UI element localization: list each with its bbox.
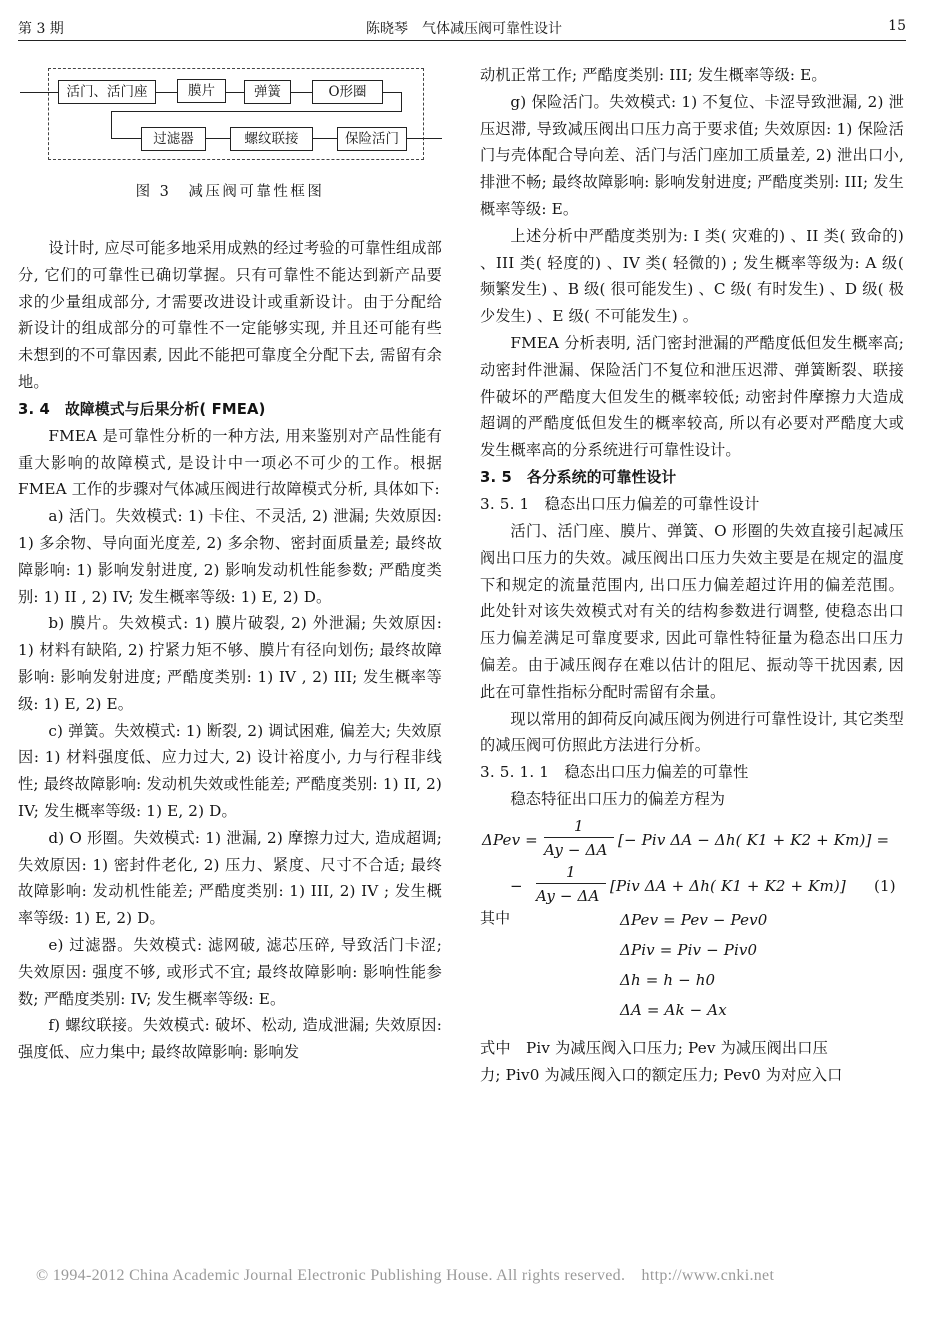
copyright-watermark: © 1994-2012 China Academic Journal Electronic Publishing House. All rights reserved. http://www.cnki.net (36, 1267, 775, 1284)
paragraph: d) O 形圈。失效模式: 1) 泄漏, 2) 摩擦力过大, 造成超调; 失效原因: 1) 密封件老化, 2) 压力、紧度、尺寸不合适; 最终故障影响: 发动机性能差; 严酷度类别: 1) III, 2) IV ; 发生概率等级: 1) E, 2) D。 (18, 828, 442, 928)
fraction-numerator: 1 (566, 862, 576, 881)
section-heading-3-5: 3. 5 各分系统的可靠性设计 (480, 468, 677, 486)
section-heading-3-4: 3. 4 故障模式与后果分析( FMEA) (18, 400, 266, 418)
equation-number: (1) (874, 876, 896, 895)
block-o-ring: O形圈 (312, 80, 383, 104)
definition: Δh = h − h0 (620, 970, 716, 989)
page-number: 15 (888, 18, 906, 34)
issue-number: 第 3 期 (18, 21, 64, 37)
block-threaded-joint: 螺纹联接 (230, 127, 313, 151)
block-safety-valve: 保险活门 (337, 127, 407, 151)
definition: ΔA = Ak − Ax (620, 1000, 727, 1019)
diagram-line (382, 92, 402, 93)
paragraph: c) 弹簧。失效模式: 1) 断裂, 2) 调试困难, 偏差大; 失效原因: 1) 材料强度低、应力过大, 2) 设计裕度小, 力与行程非线性; 最终故障影响: 发动机失效或性能差; 严酷度类别: 1) II, 2) IV; 发生概率等级: 1) E, 2) D。 (18, 721, 442, 820)
diagram-line (205, 138, 230, 139)
paragraph: 设计时, 应尽可能多地采用成熟的经过考验的可靠性组成部分, 它们的可靠性已确切掌握。只有可靠性不能达到新产品要求的少量组成部分, 才需要改进设计或重新设计。由于分配给新设计的组成部分的可靠性不一定能够实现, 并且还可能有些未想到的不可靠因素, 因此不能把可靠度全分配下去, 需留有余地。 (18, 239, 442, 391)
diagram-line (111, 138, 141, 139)
paragraph: FMEA 分析表明, 活门密封泄漏的严酷度低但发生概率高; 动密封件泄漏、保险活门不复位和泄压迟滞、弹簧断裂、联接件破坏的严酷度大但发生的概率较低; 动密封件摩擦力大造成超调的严酷度低但发生的概率较高, 所以有必要对严酷度大或发生概率高的分系统进行可靠性设计。 (480, 333, 904, 460)
equation-definitions (480, 905, 904, 1035)
definition: ΔPev = Pev − Pev0 (620, 910, 768, 929)
definition: ΔPiv = Piv − Piv0 (620, 940, 758, 959)
block-spring: 弹簧 (244, 80, 291, 104)
equation-1-line-1 (480, 813, 904, 859)
fraction-denominator: Ay − ΔA (544, 840, 608, 859)
equation-bracket: [Piv ΔA + Δh( K1 + K2 + Km)] (610, 876, 846, 895)
paragraph: f) 螺纹联接。失效模式: 破坏、松动, 造成泄漏; 失效原因: 强度低、应力集中; 最终故障影响: 影响发 (18, 1016, 442, 1062)
equation-bracket: [− Piv ΔA − Δh( K1 + K2 + Km)] = (618, 830, 890, 849)
running-header (18, 14, 906, 41)
paragraph: e) 过滤器。失效模式: 滤网破, 滤芯压碎, 导致活门卡涩; 失效原因: 强度不够, 或形式不宜; 最终故障影响: 影响性能参数; 严酷度类别: IV; 发生概率等级: E。 (18, 935, 442, 1008)
paragraph: a) 活门。失效模式: 1) 卡住、不灵活, 2) 泄漏; 失效原因: 1) 多余物、导向面光度差, 2) 多余物、密封面质量差; 最终故障影响: 1) 影响发射进度, 2) 影响发动机性能参数; 严酷度类别: 1) II , 2) IV; 发生概率等级: 1) E, 2) D。 (18, 507, 442, 606)
block-filter: 过滤器 (141, 127, 206, 151)
right-column (480, 62, 904, 1089)
diagram-line (290, 92, 312, 93)
paragraph: 活门、活门座、膜片、弹簧、O 形圈的失效直接引起减压阀出口压力的失效。减压阀出口压力失效主要是在规定的温度下和规定的流量范围内, 出口压力偏差超过许用的偏差范围。此处针对该失效模式对有关的结构参数进行调整, 使稳态出口压力偏差满足可靠度要求, 因此可靠性特征量为稳态出口压力偏差。由于减压阀存在难以估计的阻尼、振动等干扰因素, 因此在可靠性指标分配时需留有余量。 (480, 521, 904, 701)
figure-caption: 图 3 减压阀可靠性框图 (135, 184, 325, 200)
paragraph: g) 保险活门。失效模式: 1) 不复位、卡涩导致泄漏, 2) 泄压迟滞, 导致减压阀出口压力高于要求值; 失效原因: 1) 保险活门与壳体配合导向差、活门与活门座加工质量差, 2) 泄出口小, 排泄不畅; 最终故障影响: 影响发射进度; 严酷度类别: III; 发生概率等级: E。 (480, 92, 904, 218)
diagram-line (401, 92, 402, 112)
diagram-line (155, 92, 177, 93)
equation-lhs: ΔPev = (482, 830, 538, 849)
paragraph: 力; Piv0 为减压阀入口的额定压力; Pev0 为对应入口 (480, 1065, 843, 1084)
diagram-line (312, 138, 337, 139)
diagram-line (225, 92, 244, 93)
diagram-line (111, 111, 402, 112)
paragraph: 式中 Piv 为减压阀入口压力; Pev 为减压阀出口压 (480, 1038, 828, 1057)
diagram-line (111, 111, 112, 139)
paragraph: 稳态特征出口压力的偏差方程为 (510, 790, 726, 809)
subsection-heading-3-5-1: 3. 5. 1 稳态出口压力偏差的可靠性设计 (480, 494, 760, 513)
subsection-heading-3-5-1-1: 3. 5. 1. 1 稳态出口压力偏差的可靠性 (480, 763, 749, 782)
fraction-numerator: 1 (574, 816, 584, 835)
equation-sign: − (510, 876, 523, 895)
equation-1-line-2 (480, 859, 904, 905)
paragraph: 现以常用的卸荷反向减压阀为例进行可靠性设计, 其它类型的减压阀可仿照此方法进行分析。 (480, 709, 904, 755)
paragraph: b) 膜片。失效模式: 1) 膜片破裂, 2) 外泄漏; 失效原因: 1) 材料有缺陷, 2) 拧紧力矩不够、膜片有径向划伤; 最终故障影响: 影响发射进度; 严酷度类别: 1) IV , 2) III; 发生概率等级: 1) E, 2) E。 (18, 614, 442, 713)
fraction-denominator: Ay − ΔA (536, 886, 600, 905)
paragraph: 动机正常工作; 严酷度类别: III; 发生概率等级: E。 (480, 66, 827, 84)
block-diaphragm: 膜片 (177, 79, 226, 103)
paragraph: 上述分析中严酷度类别为: I 类( 灾难的) 、II 类( 致命的) 、III 类( 轻度的) 、IV 类( 轻微的) ; 发生概率等级为: A 级( 频繁发生) 、B 级( 很可能发生) 、C 级( 有时发生) 、D 级( 极少发生) 、E 级( 不可能发生) 。 (480, 226, 904, 326)
block-valve-seat: 活门、活门座 (58, 80, 156, 104)
running-title: 陈晓琴 气体减压阀可靠性设计 (366, 21, 562, 37)
diagram-line (406, 138, 442, 139)
paragraph: FMEA 是可靠性分析的一种方法, 用来鉴别对产品性能有重大影响的故障模式, 是设计中一项必不可少的工作。根据 FMEA 工作的步骤对气体减压阀进行故障模式分析, 具体如下: (18, 426, 442, 499)
left-column (18, 235, 442, 1066)
diagram-line (20, 92, 58, 93)
where-label: 其中 (480, 908, 511, 927)
